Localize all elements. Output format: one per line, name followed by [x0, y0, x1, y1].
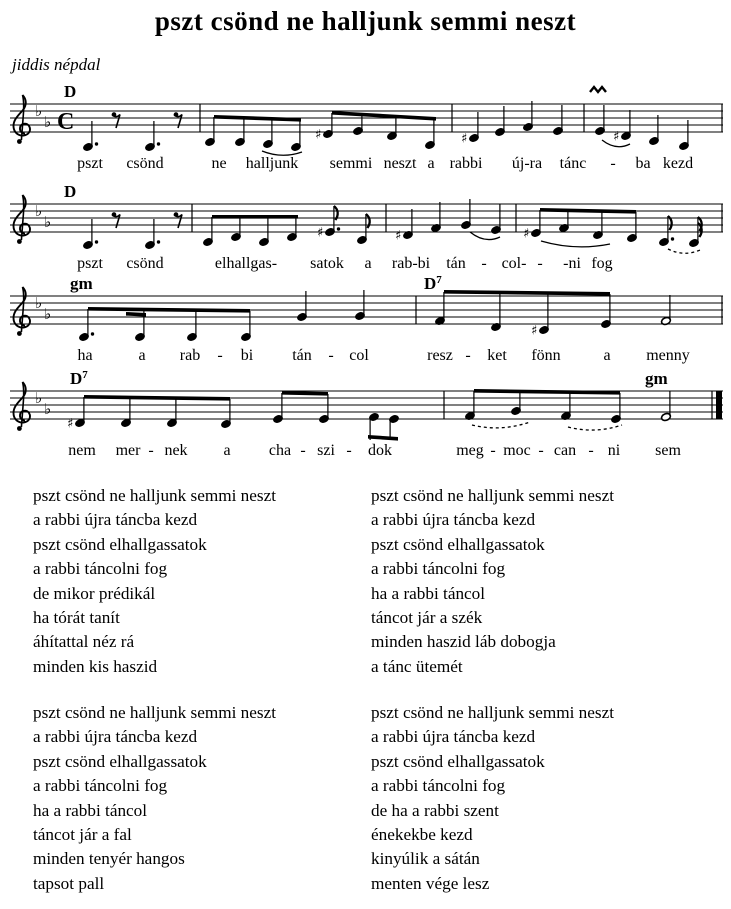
- lyric-syllable: sem: [655, 442, 681, 459]
- verse-line: kinyúlik a sátán: [371, 849, 480, 869]
- note: [661, 391, 672, 422]
- note: [355, 290, 366, 321]
- note: [627, 212, 638, 243]
- verse-block: [371, 484, 614, 679]
- lyric-syllable: satok: [310, 255, 344, 272]
- lyric-syllable: fog: [591, 255, 613, 272]
- verse-line: pszt csönd ne halljunk semmi neszt: [33, 486, 276, 505]
- chord-label: D: [64, 82, 77, 101]
- lyric-syllable: a: [364, 255, 372, 272]
- note: [659, 216, 675, 247]
- note: [491, 293, 502, 332]
- lyric-syllable: nek: [164, 442, 188, 459]
- lyric-syllable: szi: [317, 442, 335, 459]
- rest-stroke: [174, 215, 182, 229]
- beam: [282, 391, 328, 396]
- lyric-syllable: col-: [501, 255, 527, 272]
- beam: [214, 115, 301, 122]
- lyric-syllable: tánc: [559, 155, 587, 172]
- verse-line: a rabbi újra táncba kezd: [371, 510, 536, 530]
- lyric-syllable: -: [346, 442, 352, 459]
- lyric-syllable: csönd: [126, 255, 164, 272]
- flat-icon: ♭: [35, 202, 43, 220]
- chord-label: gm: [70, 274, 93, 293]
- lyric-syllable: -: [538, 442, 544, 459]
- beam: [212, 215, 298, 219]
- clef-blob: [17, 139, 22, 144]
- note: [221, 399, 232, 429]
- beam: [540, 208, 636, 214]
- verse-line: a tánc ütemét: [371, 656, 463, 676]
- note: [435, 292, 446, 326]
- note: [601, 294, 612, 329]
- treble-clef-icon: [14, 382, 30, 431]
- lyric-syllable: nem: [68, 442, 96, 459]
- sharp-icon: ♯: [613, 129, 620, 145]
- verse-line: minden kis haszid: [33, 656, 158, 676]
- beam-below: [368, 435, 398, 441]
- note: [389, 414, 400, 440]
- sharp-icon: ♯: [531, 323, 538, 339]
- lyric-syllable: új-ra: [511, 155, 543, 172]
- lyric-syllable: csönd: [126, 155, 164, 172]
- lyric-syllable: -: [588, 442, 594, 459]
- lyric-syllable: dok: [368, 442, 392, 459]
- beam: [474, 389, 620, 395]
- lyric-syllable: col: [349, 347, 369, 364]
- augmentation-dot: [91, 332, 94, 335]
- rest-stroke: [174, 115, 182, 129]
- note: [553, 105, 564, 136]
- lyric-syllable: halljunk: [245, 155, 299, 172]
- sharp-icon: ♯: [461, 131, 468, 147]
- chord-label: gm: [645, 369, 668, 388]
- verse-line: a rabbi táncolni fog: [371, 776, 506, 796]
- note: [187, 310, 198, 341]
- note: [231, 217, 242, 242]
- note: [83, 121, 99, 152]
- note: [523, 101, 534, 132]
- lyric-syllable: neszt: [383, 155, 417, 172]
- beam: [332, 111, 436, 121]
- note: [287, 217, 298, 242]
- augmentation-dot: [95, 142, 98, 145]
- verse-line: pszt csönd ne halljunk semmi neszt: [371, 703, 614, 722]
- slur: [541, 241, 610, 247]
- lyric-syllable: -ni: [563, 255, 581, 272]
- note: [145, 121, 161, 152]
- verse-line: a rabbi táncolni fog: [371, 559, 506, 579]
- note: [387, 117, 398, 141]
- lyric-syllable: a: [603, 347, 611, 364]
- dotted-slur: [472, 422, 530, 428]
- verse-line: ha a rabbi táncol: [371, 583, 486, 603]
- page-title: pszt csönd ne halljunk semmi neszt: [154, 6, 577, 36]
- note: [79, 309, 95, 342]
- note: [431, 202, 442, 233]
- verse-line: áhítattal néz rá: [33, 632, 135, 652]
- beam: [84, 395, 230, 401]
- verse-line: a rabbi újra táncba kezd: [33, 510, 198, 530]
- flat-icon: ♭: [44, 213, 52, 231]
- augmentation-dot: [337, 227, 340, 230]
- note: [649, 115, 660, 146]
- lyric-syllable: can: [553, 442, 577, 459]
- lyric-syllable: rab: [179, 347, 201, 364]
- staff-system: [10, 82, 723, 172]
- flat-icon: ♭: [44, 113, 52, 131]
- note: [425, 119, 436, 150]
- lyric-syllable: -: [148, 442, 154, 459]
- augmentation-dot: [157, 240, 160, 243]
- dotted-slur: [568, 425, 622, 430]
- note: [167, 398, 178, 427]
- lyric-syllable: moc: [503, 442, 531, 459]
- note: [145, 219, 161, 250]
- note: [357, 214, 370, 245]
- staff-system: [10, 369, 723, 459]
- verse-line: pszt csönd elhallgassatok: [33, 534, 207, 554]
- lyric-syllable: menny: [646, 347, 690, 364]
- augmentation-dot: [671, 237, 674, 240]
- verse-line: minden tenyér hangos: [33, 849, 185, 869]
- lyric-syllable: -: [300, 442, 306, 459]
- eighth-rest-icon: [112, 212, 120, 228]
- beam: [444, 290, 610, 296]
- time-signature: C: [57, 109, 75, 135]
- lyric-syllable: kezd: [662, 155, 694, 172]
- lyric-syllable: mer: [115, 442, 141, 459]
- note: [523, 210, 541, 242]
- lyric-syllable: -: [465, 347, 471, 364]
- note: [121, 398, 132, 428]
- verse-line: menten vége lesz: [371, 873, 490, 893]
- treble-clef-icon: [14, 287, 30, 336]
- lyric-syllable: semmi: [329, 155, 373, 172]
- lyric-syllable: meg: [456, 442, 484, 459]
- note: [395, 209, 413, 244]
- sharp-icon: ♯: [395, 228, 402, 244]
- note: [595, 105, 606, 136]
- mordent-icon: [590, 87, 606, 92]
- note: [461, 112, 479, 147]
- note: [263, 119, 274, 149]
- lyric-syllable: a: [427, 155, 435, 172]
- lyric-syllable: -: [610, 155, 616, 172]
- lyric-syllable: rab-bi: [391, 255, 431, 272]
- verse-line: énekekbe kezd: [371, 825, 473, 845]
- augmentation-dot: [95, 240, 98, 243]
- eighth-rest-icon: [112, 112, 120, 128]
- lyric-syllable: tán: [446, 255, 466, 272]
- staff-system: [10, 274, 723, 364]
- verse-block: [371, 701, 614, 896]
- note: [559, 211, 570, 233]
- lyric-syllable: a: [223, 442, 231, 459]
- note: [67, 397, 85, 432]
- flat-icon: ♭: [44, 305, 52, 323]
- flat-icon: ♭: [35, 294, 43, 312]
- lyric-syllable: -: [481, 255, 487, 272]
- lyric-syllable: ne: [211, 155, 227, 172]
- lyric-syllable: -: [537, 255, 543, 272]
- flat-icon: ♭: [35, 389, 43, 407]
- note: [491, 204, 502, 235]
- chord-label: D: [64, 182, 77, 201]
- verse-line: a rabbi újra táncba kezd: [33, 727, 198, 747]
- verse-block: [33, 701, 276, 896]
- sharp-icon: ♯: [317, 225, 324, 241]
- song-genre-subtitle: jiddis népdal: [12, 55, 101, 74]
- rest-stroke: [112, 215, 120, 229]
- lyric-syllable: bi: [240, 347, 254, 364]
- verse-line: tapsot pall: [33, 873, 105, 893]
- lyric-syllable: ha: [77, 347, 93, 364]
- beam: [88, 307, 250, 313]
- verse-line: pszt csönd elhallgassatok: [33, 751, 207, 771]
- chord-label: $D^7$: [70, 369, 88, 388]
- verse-line: minden haszid láb dobogja: [371, 632, 556, 652]
- eighth-rest-icon: [174, 212, 182, 228]
- note: [241, 311, 252, 342]
- clef-blob: [17, 426, 22, 431]
- lyric-syllable: cha: [268, 442, 292, 459]
- lyric-syllable: a: [138, 347, 146, 364]
- lyric-syllable: -: [328, 347, 334, 364]
- treble-clef-icon: [14, 95, 30, 144]
- lyric-syllable: elhallgas-: [214, 255, 278, 272]
- dotted-slur: [668, 249, 700, 253]
- note: [511, 392, 522, 416]
- final-barline-thick: [716, 391, 722, 419]
- verse-line: pszt csönd elhallgassatok: [371, 751, 545, 771]
- verse-line: ha tórát tanít: [33, 608, 120, 628]
- flat-icon: ♭: [44, 400, 52, 418]
- sharp-icon: ♯: [67, 416, 74, 432]
- verse-line: a rabbi táncolni fog: [33, 559, 168, 579]
- rest-stroke: [112, 115, 120, 129]
- clef-blob: [17, 331, 22, 336]
- verse-line: a rabbi táncolni fog: [33, 776, 168, 796]
- verse-line: pszt csönd ne halljunk semmi neszt: [33, 703, 276, 722]
- note: [561, 392, 572, 420]
- note: [531, 293, 549, 338]
- note: [83, 219, 99, 250]
- lyric-syllable: resz: [427, 347, 453, 364]
- verse-line: a rabbi újra táncba kezd: [371, 727, 536, 747]
- staff-system: [10, 182, 723, 272]
- verse-line: de mikor prédikál: [33, 583, 156, 603]
- lyric-syllable: ket: [487, 347, 507, 364]
- note: [465, 391, 476, 421]
- chord-label: $D^7$: [424, 274, 442, 293]
- beam-16th: [126, 312, 146, 317]
- lyric-syllable: ba: [635, 155, 651, 172]
- lyric-syllable: pszt: [77, 255, 103, 272]
- verse-line: ha a rabbi táncol: [33, 800, 148, 820]
- lyric-syllable: pszt: [77, 155, 103, 172]
- verse-block: [33, 484, 276, 679]
- note: [315, 113, 333, 143]
- flat-icon: ♭: [35, 102, 43, 120]
- verse-line: táncot jár a szék: [371, 608, 483, 628]
- lyric-syllable: tán: [292, 347, 312, 364]
- augmentation-dot: [157, 142, 160, 145]
- lyric-syllable: fönn: [531, 347, 561, 364]
- lyric-syllable: rabbi: [449, 155, 483, 172]
- lyric-syllable: -: [217, 347, 223, 364]
- verse-line: pszt csönd elhallgassatok: [371, 534, 545, 554]
- sharp-icon: ♯: [315, 127, 322, 143]
- verse-line: táncot jár a fal: [33, 825, 132, 845]
- note: [613, 110, 631, 145]
- verse-line: de ha a rabbi szent: [371, 800, 499, 820]
- eighth-rest-icon: [174, 112, 182, 128]
- sharp-icon: ♯: [523, 226, 530, 242]
- verse-line: pszt csönd ne halljunk semmi neszt: [371, 486, 614, 505]
- clef-blob: [17, 239, 22, 244]
- treble-clef-icon: [14, 195, 30, 244]
- lyric-syllable: ni: [607, 442, 621, 459]
- lyric-syllable: -: [490, 442, 496, 459]
